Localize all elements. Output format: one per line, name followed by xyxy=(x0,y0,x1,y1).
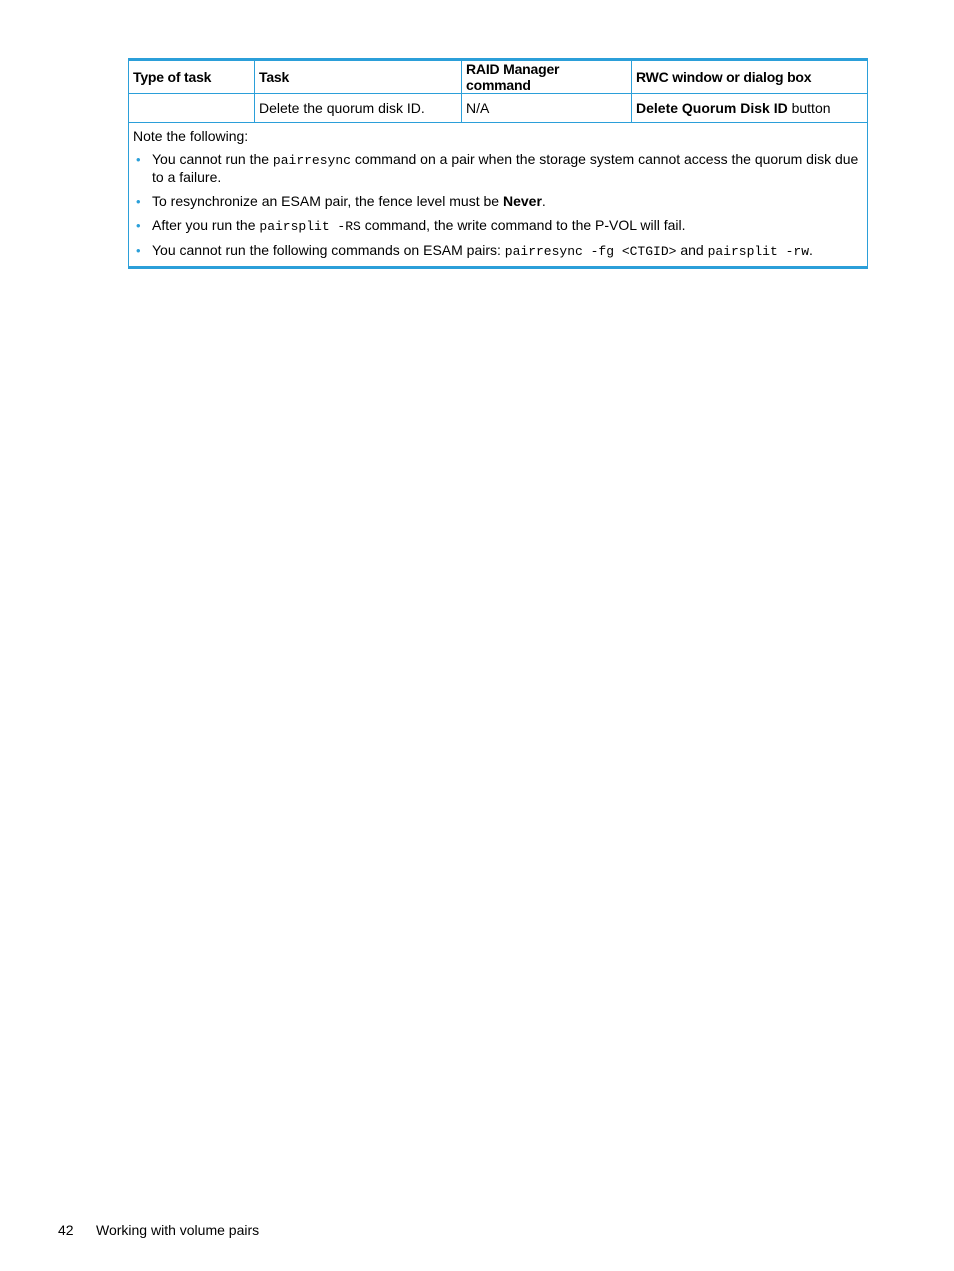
note-item xyxy=(133,193,863,210)
table-header-row xyxy=(129,60,868,94)
note-text: To resynchronize an ESAM pair, the fence level must be xyxy=(152,193,503,209)
header-rwc-window: RWC window or dialog box xyxy=(632,60,868,94)
code-text: pairresync xyxy=(272,153,351,168)
cell-type-of-task xyxy=(129,94,255,123)
note-item xyxy=(133,242,863,260)
code-text: pairsplit -RS xyxy=(259,219,361,234)
page-number: 42 xyxy=(58,1222,74,1238)
note-item xyxy=(133,217,863,235)
page-footer xyxy=(58,1222,259,1238)
note-text: You cannot run the xyxy=(152,151,273,167)
note-text: command on a pair when the storage system cannot access the quorum disk due to a failure. xyxy=(152,151,859,185)
note-text: . xyxy=(541,193,546,209)
bullet-icon: • xyxy=(136,243,141,258)
code-text: pairsplit -rw xyxy=(707,244,809,259)
note-item xyxy=(133,151,863,186)
header-raid-manager-command: RAID Manager command xyxy=(462,60,632,94)
cell-rwc-window xyxy=(632,94,868,123)
rwc-button-name: Delete Quorum Disk ID xyxy=(636,100,788,116)
header-task: Task xyxy=(255,60,462,94)
code-text: pairresync -fg <CTGID> xyxy=(504,244,677,259)
note-text: After you run the xyxy=(152,217,260,233)
bullet-icon: • xyxy=(136,152,141,167)
note-title: Note the following: xyxy=(133,128,249,144)
cell-raid-manager-command: N/A xyxy=(462,94,632,123)
rwc-button-suffix: button xyxy=(787,100,831,116)
bullet-icon: • xyxy=(136,218,141,233)
note-row xyxy=(129,123,868,268)
header-type-of-task: Type of task xyxy=(129,60,255,94)
bullet-icon: • xyxy=(136,194,141,209)
note-list xyxy=(133,151,863,260)
bold-text: Never xyxy=(502,193,542,209)
note-cell xyxy=(129,123,868,268)
table-row xyxy=(129,94,868,123)
note-text: . xyxy=(809,242,813,258)
cell-task: Delete the quorum disk ID. xyxy=(255,94,462,123)
task-table xyxy=(128,58,868,269)
note-text: You cannot run the following commands on ESAM pairs: xyxy=(152,242,505,258)
note-text: and xyxy=(676,242,708,258)
section-title: Working with volume pairs xyxy=(96,1222,260,1238)
note-text: command, the write command to the P-VOL will fail. xyxy=(360,217,686,233)
